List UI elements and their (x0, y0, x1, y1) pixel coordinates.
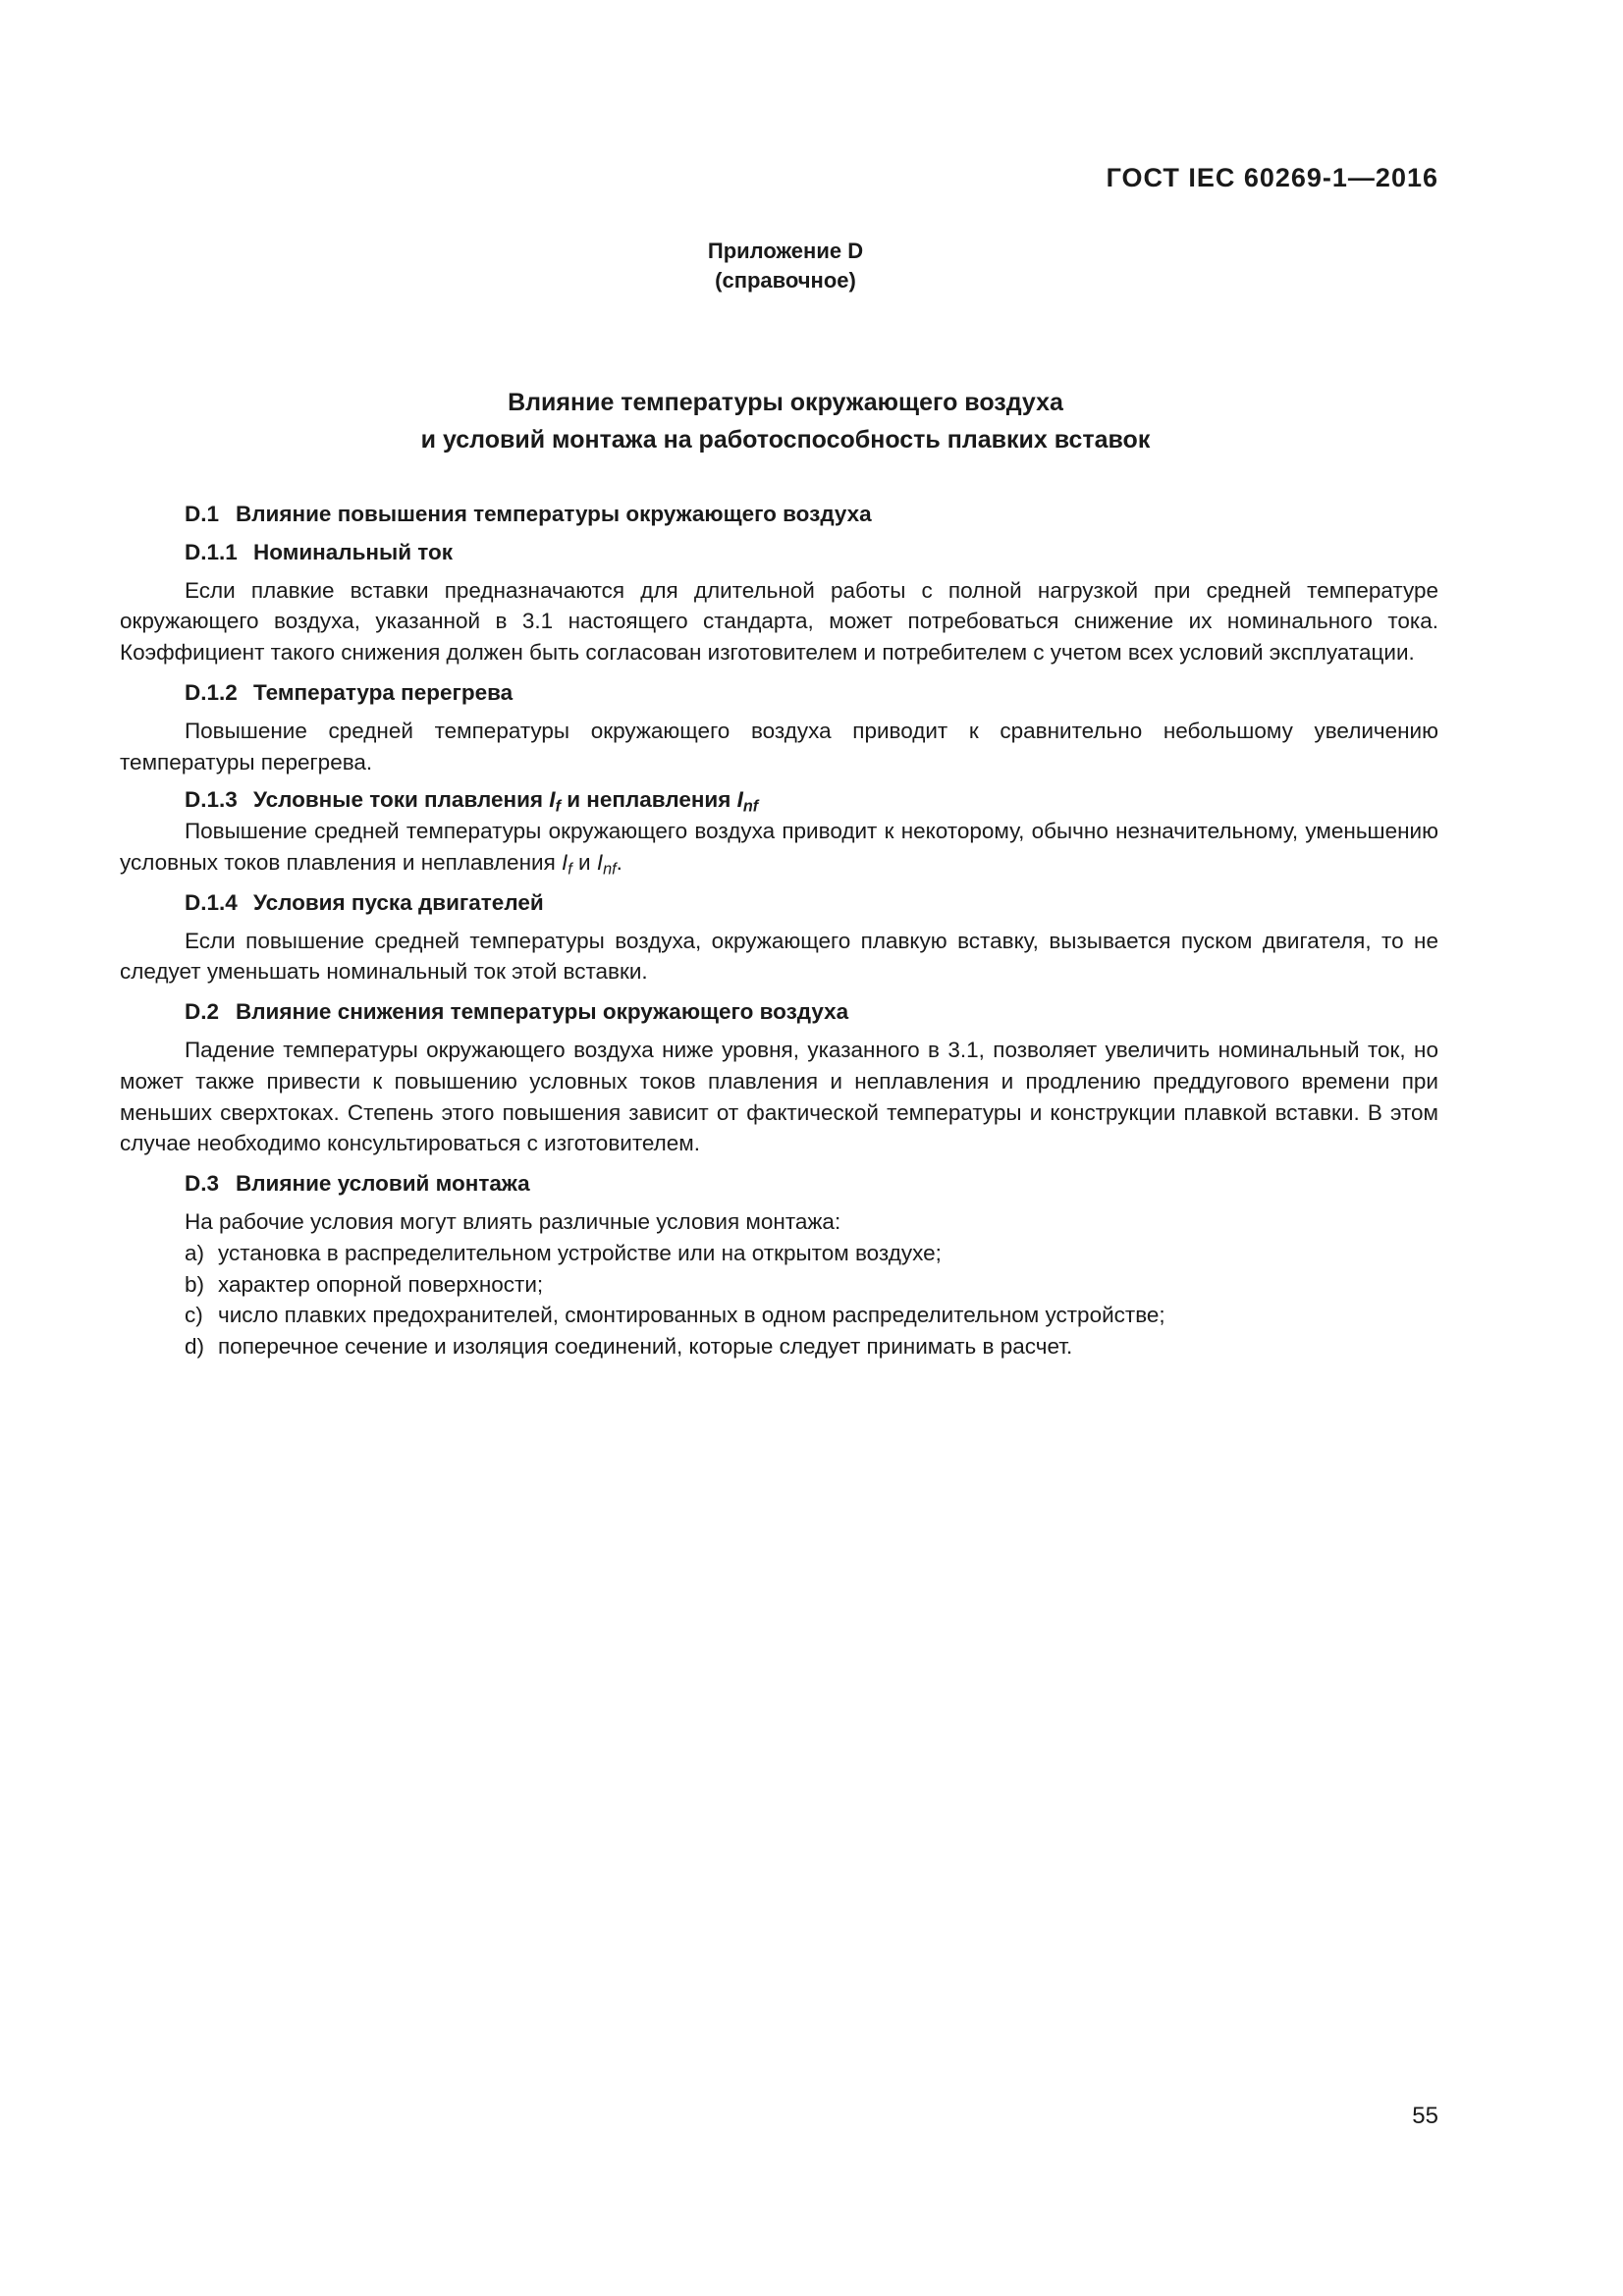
list-item (120, 1300, 1438, 1331)
symbol-if: $I_f$ (562, 849, 572, 879)
section-heading-d12 (120, 677, 1438, 709)
section-heading-d14 (120, 887, 1438, 919)
paragraph-d13: Повышение средней температуры окружающего воздуха приводит к некоторому, обычно незначительному, уменьшению условных токов плавления и неплавления $I_f$ и $I_{nf}$. (120, 819, 1438, 879)
list-item (120, 1238, 1438, 1269)
section-heading-d11 (120, 537, 1438, 568)
section-number: D.1.4 (185, 889, 238, 915)
page-title-line-2: и условий монтажа на работоспособность плавких вставок (420, 426, 1151, 454)
section-title: Условные токи плавления (253, 787, 550, 813)
list-marker: d) (185, 1334, 205, 1360)
document-code: ГОСТ IEC 60269-1—2016 (1106, 163, 1438, 192)
symbol-if: $I_f$ (549, 787, 561, 816)
paragraph-d14: Если повышение средней температуры воздуха, окружающего плавкую вставку, вызывается пуском двигателя, то не следует уменьшать номинальный ток этой вставки. (120, 928, 1438, 985)
document-body (120, 499, 1438, 1362)
symbol-inf: $I_{nf}$ (736, 787, 759, 816)
paragraph-d2: Падение температуры окружающего воздуха ниже уровня, указанного в 3.1, позволяет увеличить номинальный ток, но может также привести к повышению условных токов плавления и неплавления и продлению преддугового времени при меньших сверхтоках. Степень этого повышения зависит от фактической температуры и конструкции плавкой вставки. В этом случае необходимо консультироваться с изготовителем. (120, 1037, 1438, 1156)
paragraph-d11: Если плавкие вставки предназначаются для длительной работы с полной нагрузкой при средней температуре окружающего воздуха, указанной в 3.1 настоящего стандарта, может потребоваться снижение их номинального тока. Коэффициент такого снижения должен быть согласован изготовителем и потребителем с учетом всех условий эксплуатации. (120, 577, 1438, 666)
list-item-text: характер опорной поверхности; (218, 1271, 544, 1297)
section-number: D.3 (185, 1171, 220, 1197)
section-heading-d13 (120, 784, 1438, 816)
section-title: Влияние снижения температуры окружающего воздуха (236, 999, 849, 1025)
section-title: Влияние условий монтажа (236, 1171, 530, 1197)
list-item (120, 1269, 1438, 1301)
section-title: Условия пуска двигателей (253, 889, 544, 915)
paragraph-d12: Повышение средней температуры окружающего воздуха приводит к сравнительно небольшому увеличению температуры перегрева. (120, 718, 1438, 774)
list-marker: a) (185, 1240, 205, 1265)
page-title-line-1: Влияние температуры окружающего воздуха (508, 389, 1063, 416)
list-marker: c) (185, 1303, 203, 1328)
section-title: Номинальный ток (253, 539, 454, 564)
appendix-type: (справочное) (715, 268, 856, 293)
appendix-label: Приложение D (707, 239, 864, 263)
symbol-inf: $I_{nf}$ (596, 849, 617, 879)
section-number: D.2 (185, 999, 220, 1025)
section-title: Влияние повышения температуры окружающего воздуха (236, 502, 872, 526)
page-number: 55 (1412, 2103, 1438, 2129)
section-number: D.1 (185, 502, 220, 526)
section-heading-d3 (120, 1168, 1438, 1200)
paragraph-d3-intro: На рабочие условия могут влиять различные условия монтажа: (185, 1208, 841, 1234)
list-item-text: поперечное сечение и изоляция соединений, которые следует принимать в расчет. (218, 1334, 1073, 1360)
section-title-cont: и неплавления (560, 787, 737, 813)
section-number: D.1.2 (185, 679, 238, 705)
section-heading-d1 (120, 499, 1438, 530)
section-number: D.1.3 (185, 787, 238, 813)
list-item-text: установка в распределительном устройстве или на открытом воздухе; (218, 1240, 942, 1265)
list-item-text: число плавких предохранителей, смонтированных в одном распределительном устройстве; (218, 1303, 1165, 1328)
section-number: D.1.1 (185, 539, 238, 564)
list-marker: b) (185, 1271, 205, 1297)
list-item (120, 1331, 1438, 1362)
section-heading-d2 (120, 996, 1438, 1028)
section-title: Температура перегрева (253, 679, 514, 705)
